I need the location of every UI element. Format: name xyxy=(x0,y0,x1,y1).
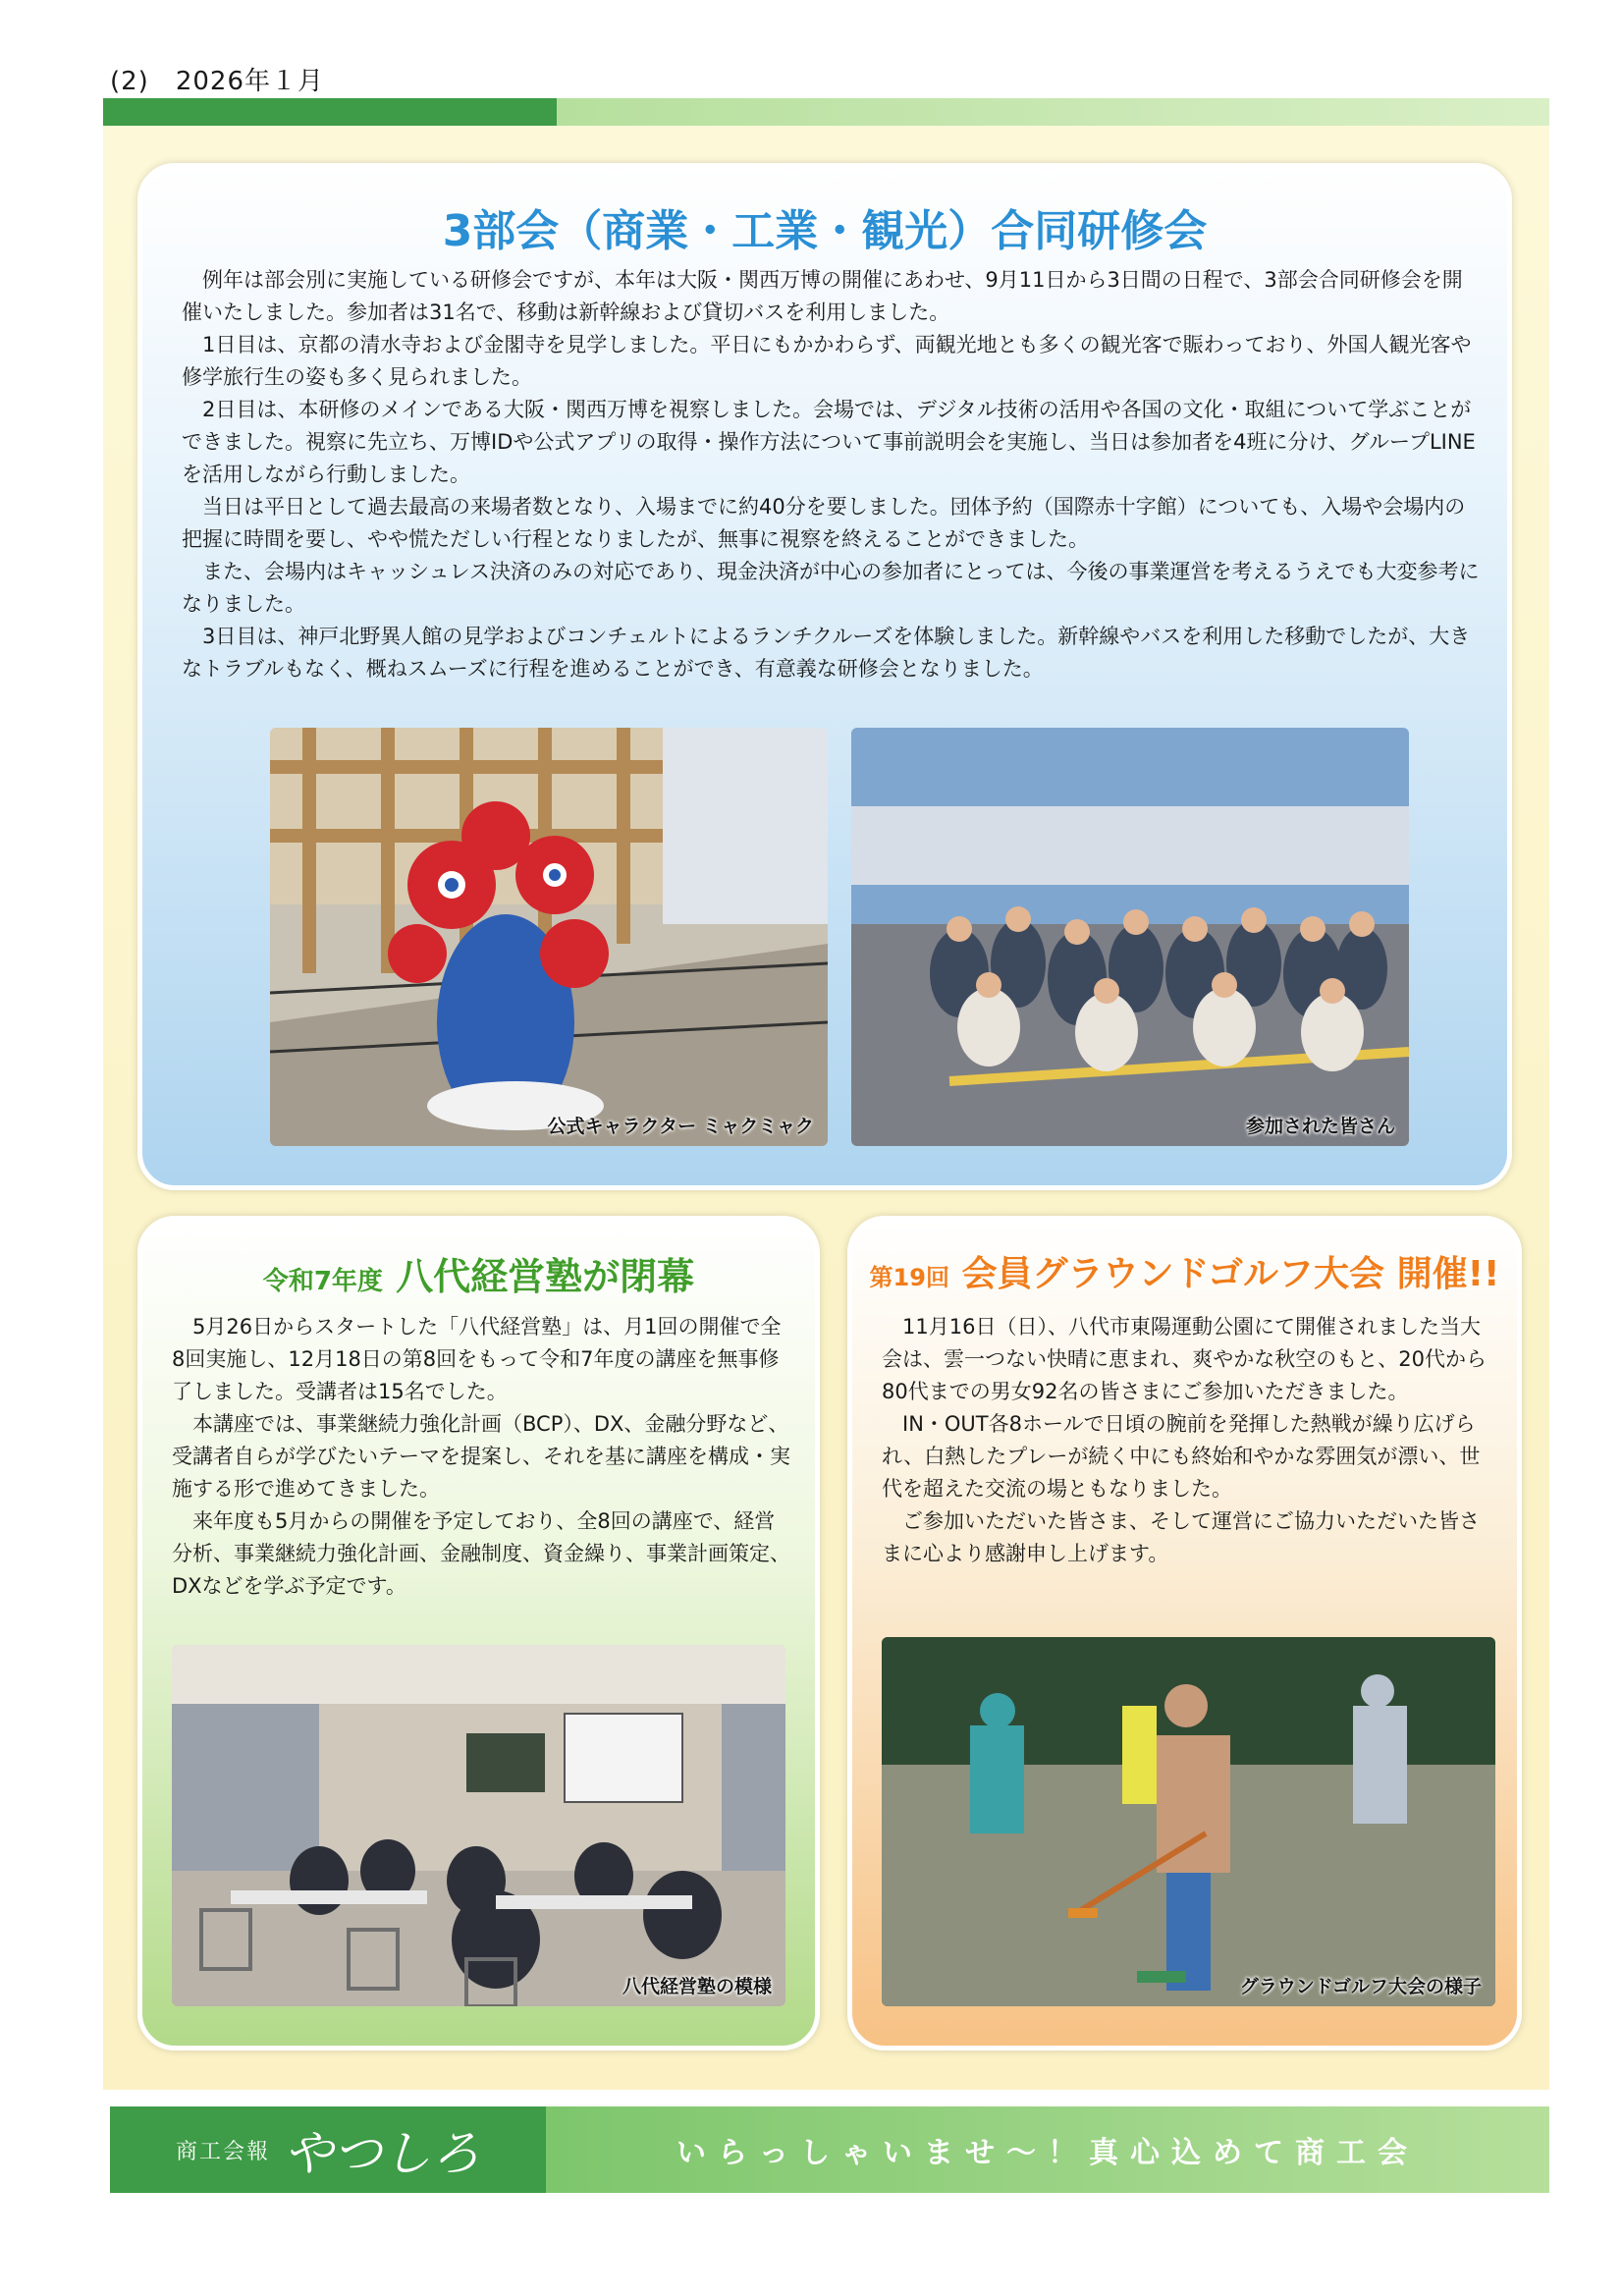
article-management-school xyxy=(137,1216,820,2050)
paragraph: 2日目は、本研修のメインである大阪・関西万博を視察しました。会場では、デジタル技術の活用や各国の文化・取組について学ぶことができました。視察に先立ち、万博IDや公式アプリの取得・操作方法について事前説明会を実施し、当日は参加者を4班に分け、グループLINEを活用しながら行動しました。 xyxy=(182,398,1476,486)
header-bar xyxy=(103,98,1549,126)
paragraph: IN・OUT各8ホールで日頃の腕前を発揮した熱戦が繰り広げられ、白熱したプレーが続く中にも終始和やかな雰囲気が漂い、世代を超えた交流の場ともなりました。 xyxy=(882,1412,1481,1501)
photo-seminar xyxy=(172,1645,785,2006)
article-body xyxy=(172,1311,790,1603)
newsletter-label: 商工会報 xyxy=(175,2139,270,2164)
photo-caption: 八代経営塾の模様 xyxy=(622,1976,772,1997)
paragraph: 5月26日からスタートした「八代経営塾」は、月1回の開催で全8回実施し、12月18日の第8回をもって令和7年度の講座を無事修了しました。受講者は15名でした。 xyxy=(172,1315,782,1403)
article-title xyxy=(142,1246,815,1300)
title-prefix: 第19回 xyxy=(869,1264,949,1291)
paragraph: ご参加いただいた皆さま、そして運営にご協力いただいた皆さまに心より感謝申し上げます。 xyxy=(882,1509,1480,1565)
paragraph: 3日目は、神戸北野異人館の見学およびコンチェルトによるランチクルーズを体験しました。新幹線やバスを利用した移動でしたが、大きなトラブルもなく、概ねスムーズに行程を進めることができ、有意義な研修会となりました。 xyxy=(182,625,1471,681)
title-prefix: 令和7年度 xyxy=(262,1267,383,1296)
newsletter-title: やつしろ xyxy=(284,2125,480,2182)
paragraph: また、会場内はキャッシュレス決済のみの対応であり、現金決済が中心の参加者にとっては、今後の事業運営を考えるうえでも大変参考になりました。 xyxy=(182,560,1480,616)
article-joint-training xyxy=(137,163,1512,1190)
photo-seminar-image xyxy=(172,1645,785,2006)
photo-participants xyxy=(851,728,1409,1146)
photo-myakumyaku-image xyxy=(270,728,828,1146)
photo-participants-image xyxy=(851,728,1409,1146)
photo-caption: 公式キャラクター ミャクミャク xyxy=(547,1116,814,1137)
article-ground-golf xyxy=(847,1216,1522,2050)
paragraph: 来年度も5月からの開催を予定しており、全8回の講座で、経営分析、事業継続力強化計画、金融制度、資金繰り、事業計画策定、DXなどを学ぶ予定です。 xyxy=(172,1509,790,1598)
photo-myakumyaku xyxy=(270,728,828,1146)
footer-banner xyxy=(110,2106,1549,2193)
article-title: 3部会（商業・工業・観光）合同研修会 xyxy=(442,206,1208,256)
photo-ground-golf-image xyxy=(882,1637,1495,2006)
article-body xyxy=(182,264,1480,685)
page-number-date: (2) 2026年１月 xyxy=(110,67,324,96)
header-bar-dark xyxy=(103,98,557,126)
article-body xyxy=(882,1311,1495,1570)
article-title xyxy=(852,1246,1517,1296)
newsletter-brand xyxy=(110,2106,546,2193)
paragraph: 例年は部会別に実施している研修会ですが、本年は大阪・関西万博の開催にあわせ、9月11日から3日間の日程で、3部会合同研修会を開催いたしました。参加者は31名で、移動は新幹線および貸切バスを利用しました。 xyxy=(182,268,1463,324)
photo-ground-golf xyxy=(882,1637,1495,2006)
paragraph: 1日目は、京都の清水寺および金閣寺を見学しました。平日にもかかわらず、両観光地とも多くの観光客で賑わっており、外国人観光客や修学旅行生の姿も多く見られました。 xyxy=(182,333,1472,389)
paragraph: 11月16日（日）、八代市東陽運動公園にて開催されました当大会は、雲一つない快晴に恵まれ、爽やかな秋空のもと、20代から80代までの男女92名の皆さまにご参加いただきました。 xyxy=(882,1315,1487,1403)
header-bar-light xyxy=(557,98,1549,126)
title-main: 会員グラウンドゴルフ大会 開催!! xyxy=(961,1254,1500,1294)
photo-caption: 参加された皆さん xyxy=(1245,1116,1395,1137)
paragraph: 本講座では、事業継続力強化計画（BCP）、DX、金融分野など、受講者自らが学びたいテーマを提案し、それを基に講座を構成・実施する形で進めてきました。 xyxy=(172,1412,790,1501)
footer-slogan: いらっしゃいませ～！真心込めて商工会 xyxy=(546,2106,1549,2193)
paragraph: 当日は平日として過去最高の来場者数となり、入場までに約40分を要しました。団体予約（国際赤十字館）についても、入場や会場内の把握に時間を要し、やや慌ただしい行程となりましたが、無事に視察を終えることができました。 xyxy=(182,495,1466,551)
photo-caption: グラウンドゴルフ大会の様子 xyxy=(1239,1976,1482,1997)
title-main: 八代経営塾が閉幕 xyxy=(396,1255,695,1298)
